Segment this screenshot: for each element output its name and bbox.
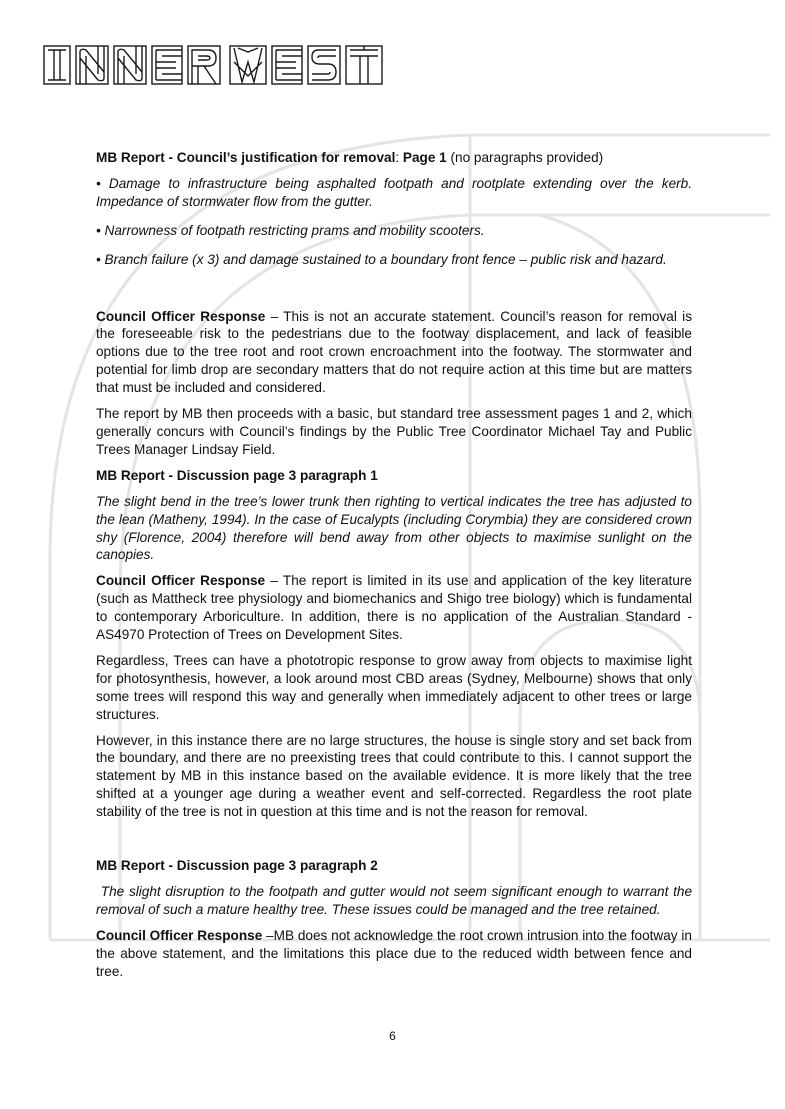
page-number: 6 — [389, 1029, 396, 1043]
bullet-item: • Damage to infrastructure being asphalted footpath and rootplate extending over the kerb. Impedance of stormwater flow from the gutter. — [96, 175, 692, 209]
heading-text: MB Report - Discussion page 3 paragraph 2 — [96, 858, 378, 874]
heading-page: Page 1 — [402, 150, 447, 165]
section-heading — [96, 467, 692, 485]
bullet-item: • Narrowness of footpath restricting prams and mobility scooters. — [96, 222, 485, 238]
response-text: – The report is limited in its use and application of the key literature (such as Mattheck tree physiology and biomechanics and Shigo tree biology) which is fundamental to contemporary Arboriculture. In addition, there is no application of the Australian Standard - AS4970 Protection of Trees on Development Sites. — [96, 573, 692, 643]
response-label: Council Officer Response — [96, 927, 263, 943]
bullet-item: • Branch failure (x 3) and damage sustained to a boundary front fence – public risk and hazard. — [96, 251, 667, 267]
heading-text: MB Report - Discussion page 3 paragraph 1 — [96, 467, 378, 483]
response-text: – This is not an accurate statement. Council’s reason for removal is the foreseeable risk to the pedestrians due to the footway displacement, and lack of feasible options due to the tree root and root crown encroachment into the footway. The stormwater and potential for limb drop are secondary matters that do not require action at this time but are matters that must be included and considered. — [96, 308, 692, 396]
body-paragraph: Regardless, Trees can have a phototropic response to grow away from objects to maximise light for photosynthesis, however, a look around most CBD areas (Sydney, Melbourne) shows that only some trees will respond this way and generally when immediately adjacent to other trees or large structures. — [96, 652, 692, 722]
response-text: –MB does not acknowledge the root crown intrusion into the footway in the above statement, and the limitations this place due to the reduced width between fence and tree. — [96, 927, 692, 979]
body-paragraph: The report by MB then proceeds with a basic, but standard tree assessment pages 1 and 2, which generally concurs with Council’s findings by the Public Tree Coordinator Michael Tay and Public Trees Manager Lindsay Field. — [96, 406, 692, 457]
response-label: Council Officer Response — [96, 573, 266, 589]
heading-note: (no paragraphs provided) — [446, 150, 604, 165]
body-paragraph: However, in this instance there are no large structures, the house is single story and set back from the boundary, and there are no preexisting trees that could contribute to this. I cannot support the statement by MB in this instance based on the available evidence. It is more likely that the tree shifted at a younger age during a weather event and self-corrected. Regardless the root plate stability of the tree is not in question at this time and is not the reason for removal. — [96, 732, 692, 820]
officer-response — [96, 927, 692, 981]
quoted-paragraph: The slight bend in the tree’s lower trunk then righting to vertical indicates the tree has adjusted to the lean (Matheny, 1994). In the case of Eucalypts (including Corymbia) they are considered crown shy (Florence, 2004) therefore will bend away from other objects to maximise sunlight on the canopies. — [96, 493, 692, 563]
inner-west-logo — [42, 42, 387, 88]
section-heading — [96, 149, 692, 167]
response-label: Council Officer Response — [96, 308, 266, 324]
heading-lead: MB Report - Council’s justification for removal — [96, 150, 396, 165]
officer-response — [96, 572, 692, 644]
quoted-paragraph: The slight disruption to the footpath and gutter would not seem significant enough to warrant the removal of such a mature healthy tree. These issues could be managed and the tree retained. — [96, 884, 696, 917]
heading-colon: : — [395, 150, 403, 165]
report-body — [96, 149, 696, 989]
section-heading — [96, 857, 692, 875]
officer-response — [96, 308, 692, 398]
